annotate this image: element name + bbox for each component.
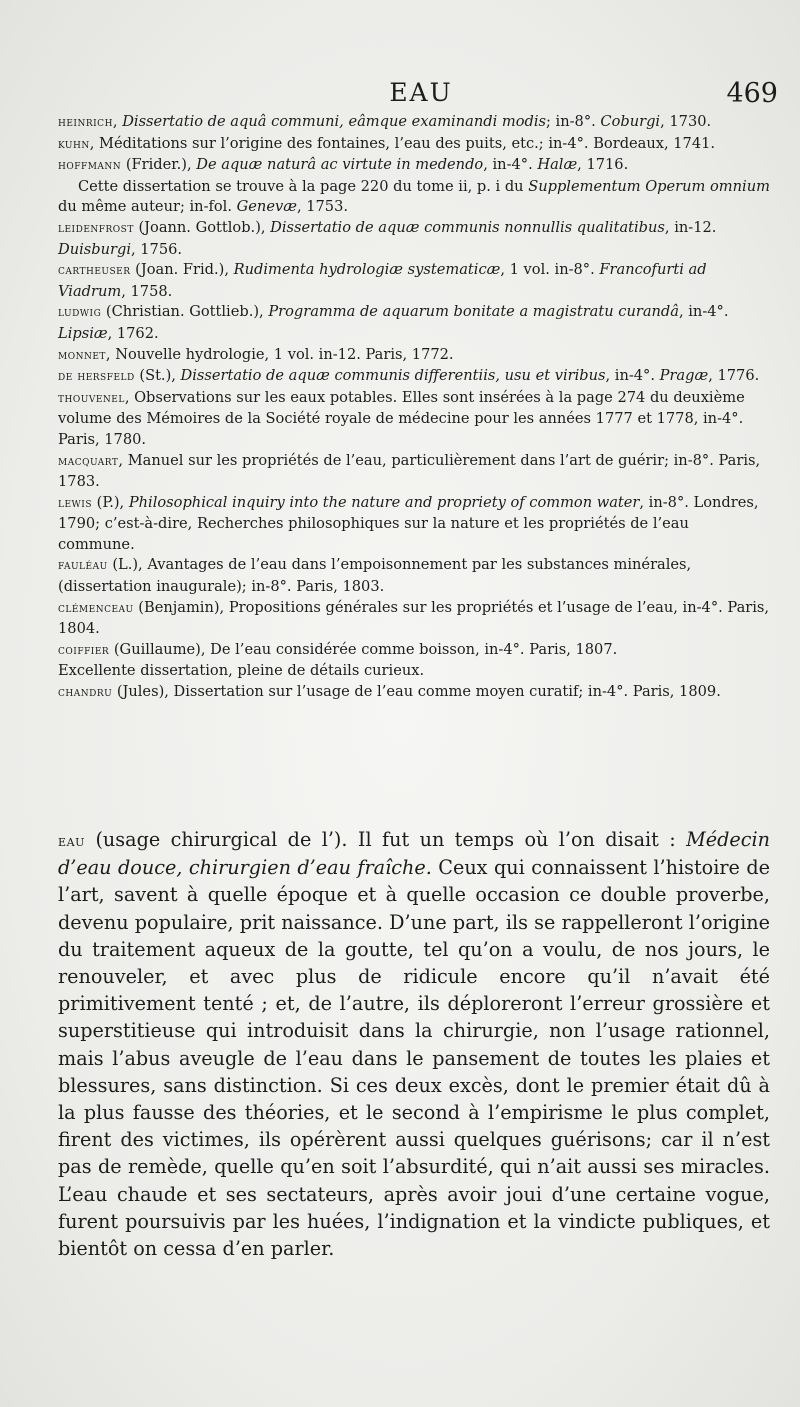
note-place: Genevæ <box>236 198 297 216</box>
bib-author: kuhn <box>58 136 90 152</box>
bib-details: (P.), <box>92 493 129 511</box>
bib-details: (Benjamin), Propositions générales sur les propriétés et l’usage de l’eau, in-4°. Paris, 1804. <box>58 598 770 638</box>
bib-details: (L.), Avantages de l’eau dans l’empoisonnement par les substances minérales, (dissertation inaugurale); in-8°. Paris, 1803. <box>58 556 692 596</box>
bib-entry: heinrich, Dissertatio de aquâ communi, eâmque examinandi modis; in-8°. Coburgi, 1730. <box>58 113 712 130</box>
article-proverb: Médecin d’eau douce, chirurgien d’eau fraîche. <box>58 828 770 880</box>
bib-details-after: , in-4°. <box>678 303 729 321</box>
bib-entry <box>58 260 770 302</box>
bib-details: (St.), <box>134 367 181 385</box>
bib-year: , 1730. <box>660 113 712 130</box>
bib-year: , 1716. <box>577 156 629 174</box>
bib-author: leidenfrost <box>58 220 134 236</box>
bib-entry <box>58 302 770 344</box>
bib-place: Duisburgi <box>58 240 131 258</box>
bib-details: , Nouvelle hydrologie, 1 vol. in-12. Paris, 1772. <box>105 345 454 363</box>
bib-entry <box>58 682 770 704</box>
bib-author: fauléau <box>58 558 108 574</box>
note-text-2: du même auteur; in-fol. <box>58 198 237 216</box>
bib-year: , 1776. <box>708 367 760 385</box>
bib-details: (Christian. Gottlieb.), <box>101 303 269 321</box>
bib-entry <box>58 345 770 367</box>
article-head-rest: (usage chirurgical de l’). Il fut un temps où l’on disait : <box>85 828 687 851</box>
bib-details: , Manuel sur les propriétés de l’eau, particulièrement dans l’art de guérir; in-8°. Paris, 1783. <box>58 451 761 491</box>
bib-author: coiffier <box>58 642 110 658</box>
bib-entry <box>58 555 770 597</box>
bib-author: heinrich <box>58 115 113 130</box>
bib-details: (Frider.), <box>121 156 197 174</box>
article-body: Ceux qui connaissent l’histoire de l’art, savent à quelle époque et à quelle occasion ce double proverbe, devenu populaire, prit naissance. D’une part, ils se rappelleront l’origine du traitement aqueux de la goutte, tel qu’on a voulu, de nos jours, le renouveler, et avec plus de ridicule encore qu’il n’avait été primitivement tenté ; et, de l’autre, ils déploreront l’erreur grossière et superstitieuse qui introduisit dans la chirurgie, non l’usage rationnel, mais l’abus aveugle de l’eau dans le pansement de toutes les plaies et blessures, sans distinction. Si ces deux excès, dont le premier était dû à la plus fausse des théories, et le second à l’empirisme le plus complet, firent des victimes, ils opérèrent aussi quelques guérisons; car il n’est pas de remède, quelle qu’en soit l’absurdité, qui n’ait aussi ses miracles. L’eau chaude et ses sectateurs, après avoir joui d’une certaine vogue, furent poursuivis par les huées, l’indignation et la vindicte publiques, et bientôt on cessa d’en parler. <box>58 856 770 1261</box>
bib-note <box>58 661 770 682</box>
bib-details-after: , in-4°. <box>483 156 538 174</box>
bib-year: , 1762. <box>107 324 159 342</box>
bib-title: Dissertatio de aquæ communis nonnullis qualitatibus <box>270 218 665 236</box>
bib-title: De aquæ naturâ ac virtute in medendo <box>196 156 484 174</box>
note-text: Excellente dissertation, pleine de détails curieux. <box>58 662 425 680</box>
bib-year: , 1758. <box>121 282 173 300</box>
bib-entry <box>58 155 770 177</box>
bib-author: cartheuser <box>58 263 131 279</box>
note-text: Cette dissertation se trouve à la page 220 du tome ii, p. i du <box>78 177 529 195</box>
bib-entry <box>58 218 770 260</box>
bib-entry <box>58 388 770 451</box>
bib-title: Programma de aquarum bonitate a magistratu curandâ <box>268 303 679 321</box>
bib-entry <box>58 134 770 156</box>
bib-place: Francofurti ad Viadrum <box>58 261 707 300</box>
article-usage-chirurgical <box>58 826 770 1262</box>
note-title: Supplementum Operum omnium <box>528 177 770 195</box>
bib-title: Philosophical inquiry into the nature and propriety of common water <box>128 493 640 511</box>
bib-place: Coburgi <box>600 113 661 130</box>
bib-author: thouvenel <box>58 390 125 406</box>
bib-author: hoffmann <box>58 158 122 174</box>
bib-details: (Guillaume), De l’eau considérée comme boisson, in-4°. Paris, 1807. <box>109 640 618 658</box>
bib-place: Lipsiæ <box>58 324 108 342</box>
page-header <box>60 72 782 112</box>
bib-author: monnet <box>58 347 106 363</box>
bib-details: (Joann. Gottlob.), <box>133 218 271 236</box>
bib-details-after: , in-4°. <box>605 367 660 385</box>
bib-author: lewis <box>58 495 93 511</box>
bib-year: , 1756. <box>130 240 183 258</box>
bib-entry <box>58 598 770 640</box>
bib-author: ludwig <box>58 305 102 321</box>
bib-details-after: , in-8°. Londres, 1790; c’est-à-dire, Recherches philosophiques sur la nature et les propriétés de l’eau commune. <box>58 493 759 553</box>
bib-author: de hersfeld <box>58 369 135 385</box>
page-number: 469 <box>726 78 778 109</box>
bib-title: Rudimenta hydrologiæ systematicæ <box>233 261 501 279</box>
bib-entry <box>58 640 770 662</box>
bib-title: Dissertatio de aquæ communis differentiis, usu et viribus <box>180 367 606 385</box>
bib-entry <box>58 493 770 556</box>
bib-author: chandru <box>58 685 113 701</box>
bibliography <box>58 112 770 704</box>
bib-details-after: , 1 vol. in-8°. <box>500 261 600 279</box>
bib-details: , Observations sur les eaux potables. Elles sont insérées à la page 274 du deuxième volume des Mémoires de la Société royale de médecine pour les années 1777 et 1778, in-4°. Paris, 1780. <box>58 388 745 448</box>
bib-note <box>58 177 770 218</box>
bib-entry <box>58 366 770 388</box>
running-title: EAU <box>389 78 453 107</box>
bib-author: clémenceau <box>58 600 134 616</box>
bib-details: , Méditations sur l’origine des fontaines, l’eau des puits, etc.; in-4°. Bordeaux, 1741. <box>89 134 716 152</box>
note-year: , 1753. <box>296 198 348 216</box>
bib-details: (Joan. Frid.), <box>130 261 234 279</box>
bib-title: Dissertatio de aquâ communi, eâmque examinandi modis <box>122 113 546 130</box>
bib-details: ; in-8°. <box>546 113 601 130</box>
bib-entry <box>58 451 770 493</box>
article-head: eau <box>58 831 86 850</box>
bib-place: Pragæ <box>659 367 709 385</box>
bib-author: macquart <box>58 453 119 469</box>
bib-place: Halæ <box>537 156 578 174</box>
bib-details: (Jules), Dissertation sur l’usage de l’eau comme moyen curatif; in-4°. Paris, 1809. <box>112 683 721 701</box>
bib-details-after: , in-12. <box>664 218 717 236</box>
